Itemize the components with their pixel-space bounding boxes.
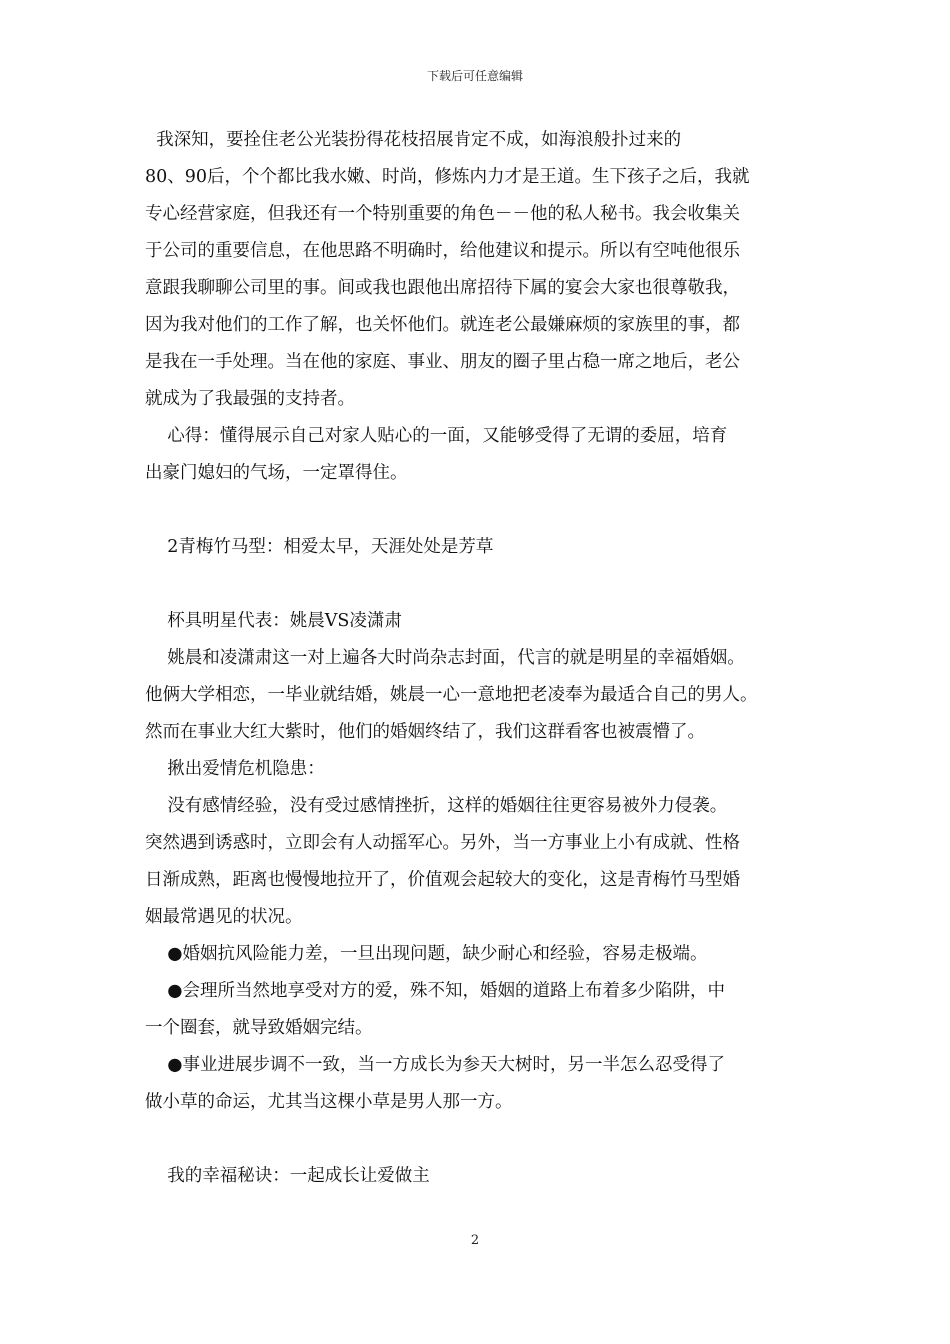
text-line: 专心经营家庭，但我还有一个特别重要的角色－－他的私人秘书。我会收集关 <box>145 204 740 224</box>
paragraph-story <box>145 640 817 751</box>
blank-line <box>145 566 817 603</box>
text-line: 我深知，要拴住老公光装扮得花枝招展肯定不成，如海浪般扑过来的 <box>145 130 682 150</box>
bullet-item <box>145 1047 817 1121</box>
text-line: ●事业进展步调不一致，当一方成长为参天大树时，另一半怎么忍受得了 <box>145 1055 726 1075</box>
text-line: 于公司的重要信息，在他思路不明确时，给他建议和提示。所以有空吨他很乐 <box>145 241 740 261</box>
section-heading: 2青梅竹马型：相爱太早，天涯处处是芳草 <box>145 537 494 557</box>
bullet-item <box>145 936 817 973</box>
text-line: ●会理所当然地享受对方的爱，殊不知，婚姻的道路上布着多少陷阱，中 <box>145 981 726 1001</box>
star-representative-line: 杯具明星代表：姚晨VS凌潇肃 <box>145 611 402 631</box>
paragraph-insight <box>145 418 817 492</box>
crisis-title: 揪出爱情危机隐患： <box>145 759 325 779</box>
text-line: 没有感情经验，没有受过感情挫折，这样的婚姻往往更容易被外力侵袭。 <box>145 796 728 816</box>
text-line: 因为我对他们的工作了解，也关怀他们。就连老公最嫌麻烦的家族里的事，都 <box>145 315 740 335</box>
text-line: 是我在一手处理。当在他的家庭、事业、朋友的圈子里占稳一席之地后，老公 <box>145 352 740 372</box>
text-line: 然而在事业大红大紫时，他们的婚姻终结了，我们这群看客也被震懵了。 <box>145 722 705 742</box>
page-header: 下载后可任意编辑 <box>426 69 523 83</box>
text-line: 一个圈套，就导致婚姻完结。 <box>145 1018 373 1038</box>
bullet-item <box>145 973 817 1047</box>
secret-title: 我的幸福秘诀：一起成长让爱做主 <box>145 1166 430 1186</box>
text-line: 就成为了我最强的支持者。 <box>145 389 355 409</box>
text-line: 突然遇到诱惑时，立即会有人动摇军心。另外，当一方事业上小有成就、性格 <box>145 833 740 853</box>
document-body <box>145 122 817 1195</box>
paragraph-crisis <box>145 788 817 936</box>
text-line: 他俩大学相恋，一毕业就结婚，姚晨一心一意地把老凌奉为最适合自己的男人。 <box>145 685 758 705</box>
text-line: 姻最常遇见的状况。 <box>145 907 303 927</box>
text-line: ●婚姻抗风险能力差，一旦出现问题，缺少耐心和经验，容易走极端。 <box>145 944 708 964</box>
text-line: 80、90后，个个都比我水嫩、时尚，修炼内力才是王道。生下孩子之后，我就 <box>145 167 750 187</box>
text-line: 做小草的命运，尤其当这棵小草是男人那一方。 <box>145 1092 513 1112</box>
text-line: 日渐成熟，距离也慢慢地拉开了，价值观会起较大的变化，这是青梅竹马型婚 <box>145 870 740 890</box>
blank-line <box>145 492 817 529</box>
text-line: 姚晨和凌潇肃这一对上遍各大时尚杂志封面，代言的就是明星的幸福婚姻。 <box>145 648 745 668</box>
text-line: 心得：懂得展示自己对家人贴心的一面，又能够受得了无谓的委屈，培育 <box>145 426 728 446</box>
text-line: 出豪门媳妇的气场，一定罩得住。 <box>145 463 408 483</box>
paragraph-intro <box>145 122 817 418</box>
text-line: 意跟我聊聊公司里的事。间或我也跟他出席招待下属的宴会大家也很尊敬我， <box>145 278 740 298</box>
blank-line <box>145 1121 817 1158</box>
page-number: 2 <box>470 1233 480 1248</box>
